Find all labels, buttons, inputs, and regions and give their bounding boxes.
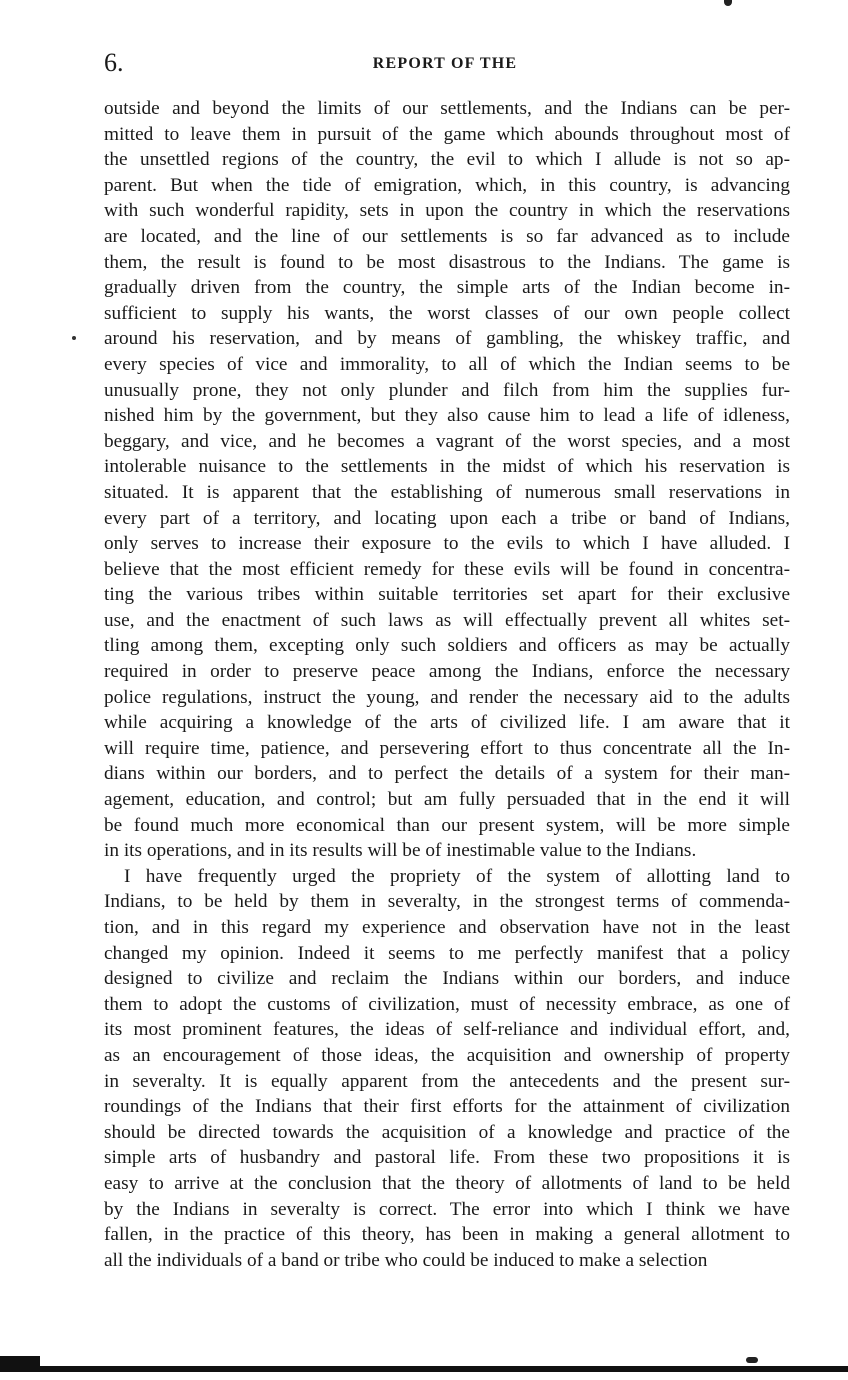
page-edge-shadow	[0, 1356, 40, 1366]
body-text	[104, 96, 790, 1273]
text-line: situated. It is apparent that the establishing of numerous small reservations in	[104, 481, 790, 503]
text-line: only serves to increase their exposure to the evils to which I have alluded. I	[104, 533, 790, 555]
bottom-edge-mark	[746, 1357, 758, 1363]
text-line: changed my opinion. Indeed it seems to me perfectly manifest that a policy	[104, 942, 790, 964]
paragraph	[104, 864, 790, 1274]
text-line: gradually driven from the country, the simple arts of the Indian become in-	[104, 277, 790, 299]
text-line: while acquiring a knowledge of the arts of civilized life. I am aware that it	[104, 712, 790, 734]
text-line: mitted to leave them in pursuit of the game which abounds throughout most of	[104, 123, 790, 145]
text-line: easy to arrive at the conclusion that the theory of allotments of land to be held	[104, 1172, 790, 1194]
text-line: around his reservation, and by means of gambling, the whiskey traffic, and	[104, 328, 790, 350]
text-line: beggary, and vice, and he becomes a vagrant of the worst species, and a most	[104, 430, 790, 452]
text-line: sufficient to supply his wants, the worst classes of our own people collect	[104, 302, 790, 324]
text-line: be found much more economical than our present system, will be more simple	[104, 814, 790, 836]
text-line: Indians, to be held by them in severalty, in the strongest terms of commenda-	[104, 891, 790, 913]
text-line: tling among them, excepting only such soldiers and officers as may be actually	[104, 635, 790, 657]
top-edge-mark	[724, 0, 732, 6]
text-line: fallen, in the practice of this theory, has been in making a general allotment to	[104, 1224, 790, 1246]
text-line: with such wonderful rapidity, sets in upon the country in which the reservations	[104, 200, 790, 222]
text-line: should be directed towards the acquisition of a knowledge and practice of the	[104, 1121, 790, 1143]
text-line: parent. But when the tide of emigration, which, in this country, is advancing	[104, 174, 790, 196]
text-line: by the Indians in severalty is correct. The error into which I think we have	[104, 1198, 790, 1220]
text-line: nished him by the government, but they also cause him to lead a life of idleness,	[104, 405, 790, 427]
text-line: every species of vice and immorality, to all of which the Indian seems to be	[104, 353, 790, 375]
text-line: police regulations, instruct the young, and render the necessary aid to the adults	[104, 686, 790, 708]
text-line: will require time, patience, and persevering effort to thus concentrate all the In-	[104, 737, 790, 759]
text-line: roundings of the Indians that their first efforts for the attainment of civilization	[104, 1096, 790, 1118]
text-line: every part of a territory, and locating upon each a tribe or band of Indians,	[104, 507, 790, 529]
text-line: tion, and in this regard my experience and observation have not in the least	[104, 917, 790, 938]
paragraph	[104, 96, 790, 864]
text-line: them to adopt the customs of civilization, must of necessity embrace, as one of	[104, 993, 790, 1015]
bottom-edge-rule	[0, 1366, 848, 1372]
text-line: simple arts of husbandry and pastoral life. From these two propositions it is	[104, 1147, 790, 1169]
text-line: them, the result is found to be most disastrous to the Indians. The game is	[104, 251, 790, 273]
text-line: its most prominent features, the ideas of self-reliance and individual effort, and,	[104, 1019, 790, 1041]
text-line: the unsettled regions of the country, the evil to which I allude is not so ap-	[104, 149, 790, 171]
text-line: required in order to preserve peace among the Indians, enforce the necessary	[104, 661, 790, 683]
text-line: in its operations, and in its results will be of inestimable value to the Indians.	[104, 840, 697, 862]
text-line: designed to civilize and reclaim the Indians within our borders, and induce	[104, 968, 790, 990]
text-line: agement, education, and control; but am fully persuaded that in the end it will	[104, 789, 790, 811]
text-line: I have frequently urged the propriety of the system of allotting land to	[124, 865, 790, 887]
text-line: use, and the enactment of such laws as will effectually prevent all whites set-	[104, 609, 790, 631]
text-line: are located, and the line of our settlements is so far advanced as to include	[104, 225, 790, 247]
text-line: dians within our borders, and to perfect the details of a system for their man-	[104, 763, 790, 785]
text-line: as an encouragement of those ideas, the acquisition and ownership of property	[104, 1044, 790, 1066]
text-line: ting the various tribes within suitable territories set apart for their exclusive	[104, 584, 790, 606]
running-head: REPORT OF THE	[372, 55, 518, 72]
text-line: believe that the most efficient remedy for these evils will be found in concentra-	[104, 558, 790, 580]
text-line: in severalty. It is equally apparent from the antecedents and the present sur-	[104, 1070, 790, 1092]
margin-mark	[72, 336, 76, 340]
text-line: all the individuals of a band or tribe who could be induced to make a selection	[104, 1249, 708, 1271]
text-line: intolerable nuisance to the settlements in the midst of which his reservation is	[104, 456, 790, 478]
page-number: 6.	[104, 48, 124, 77]
text-line: outside and beyond the limits of our settlements, and the Indians can be per-	[104, 98, 790, 119]
text-line: unusually prone, they not only plunder and filch from him the supplies fur-	[104, 379, 790, 401]
